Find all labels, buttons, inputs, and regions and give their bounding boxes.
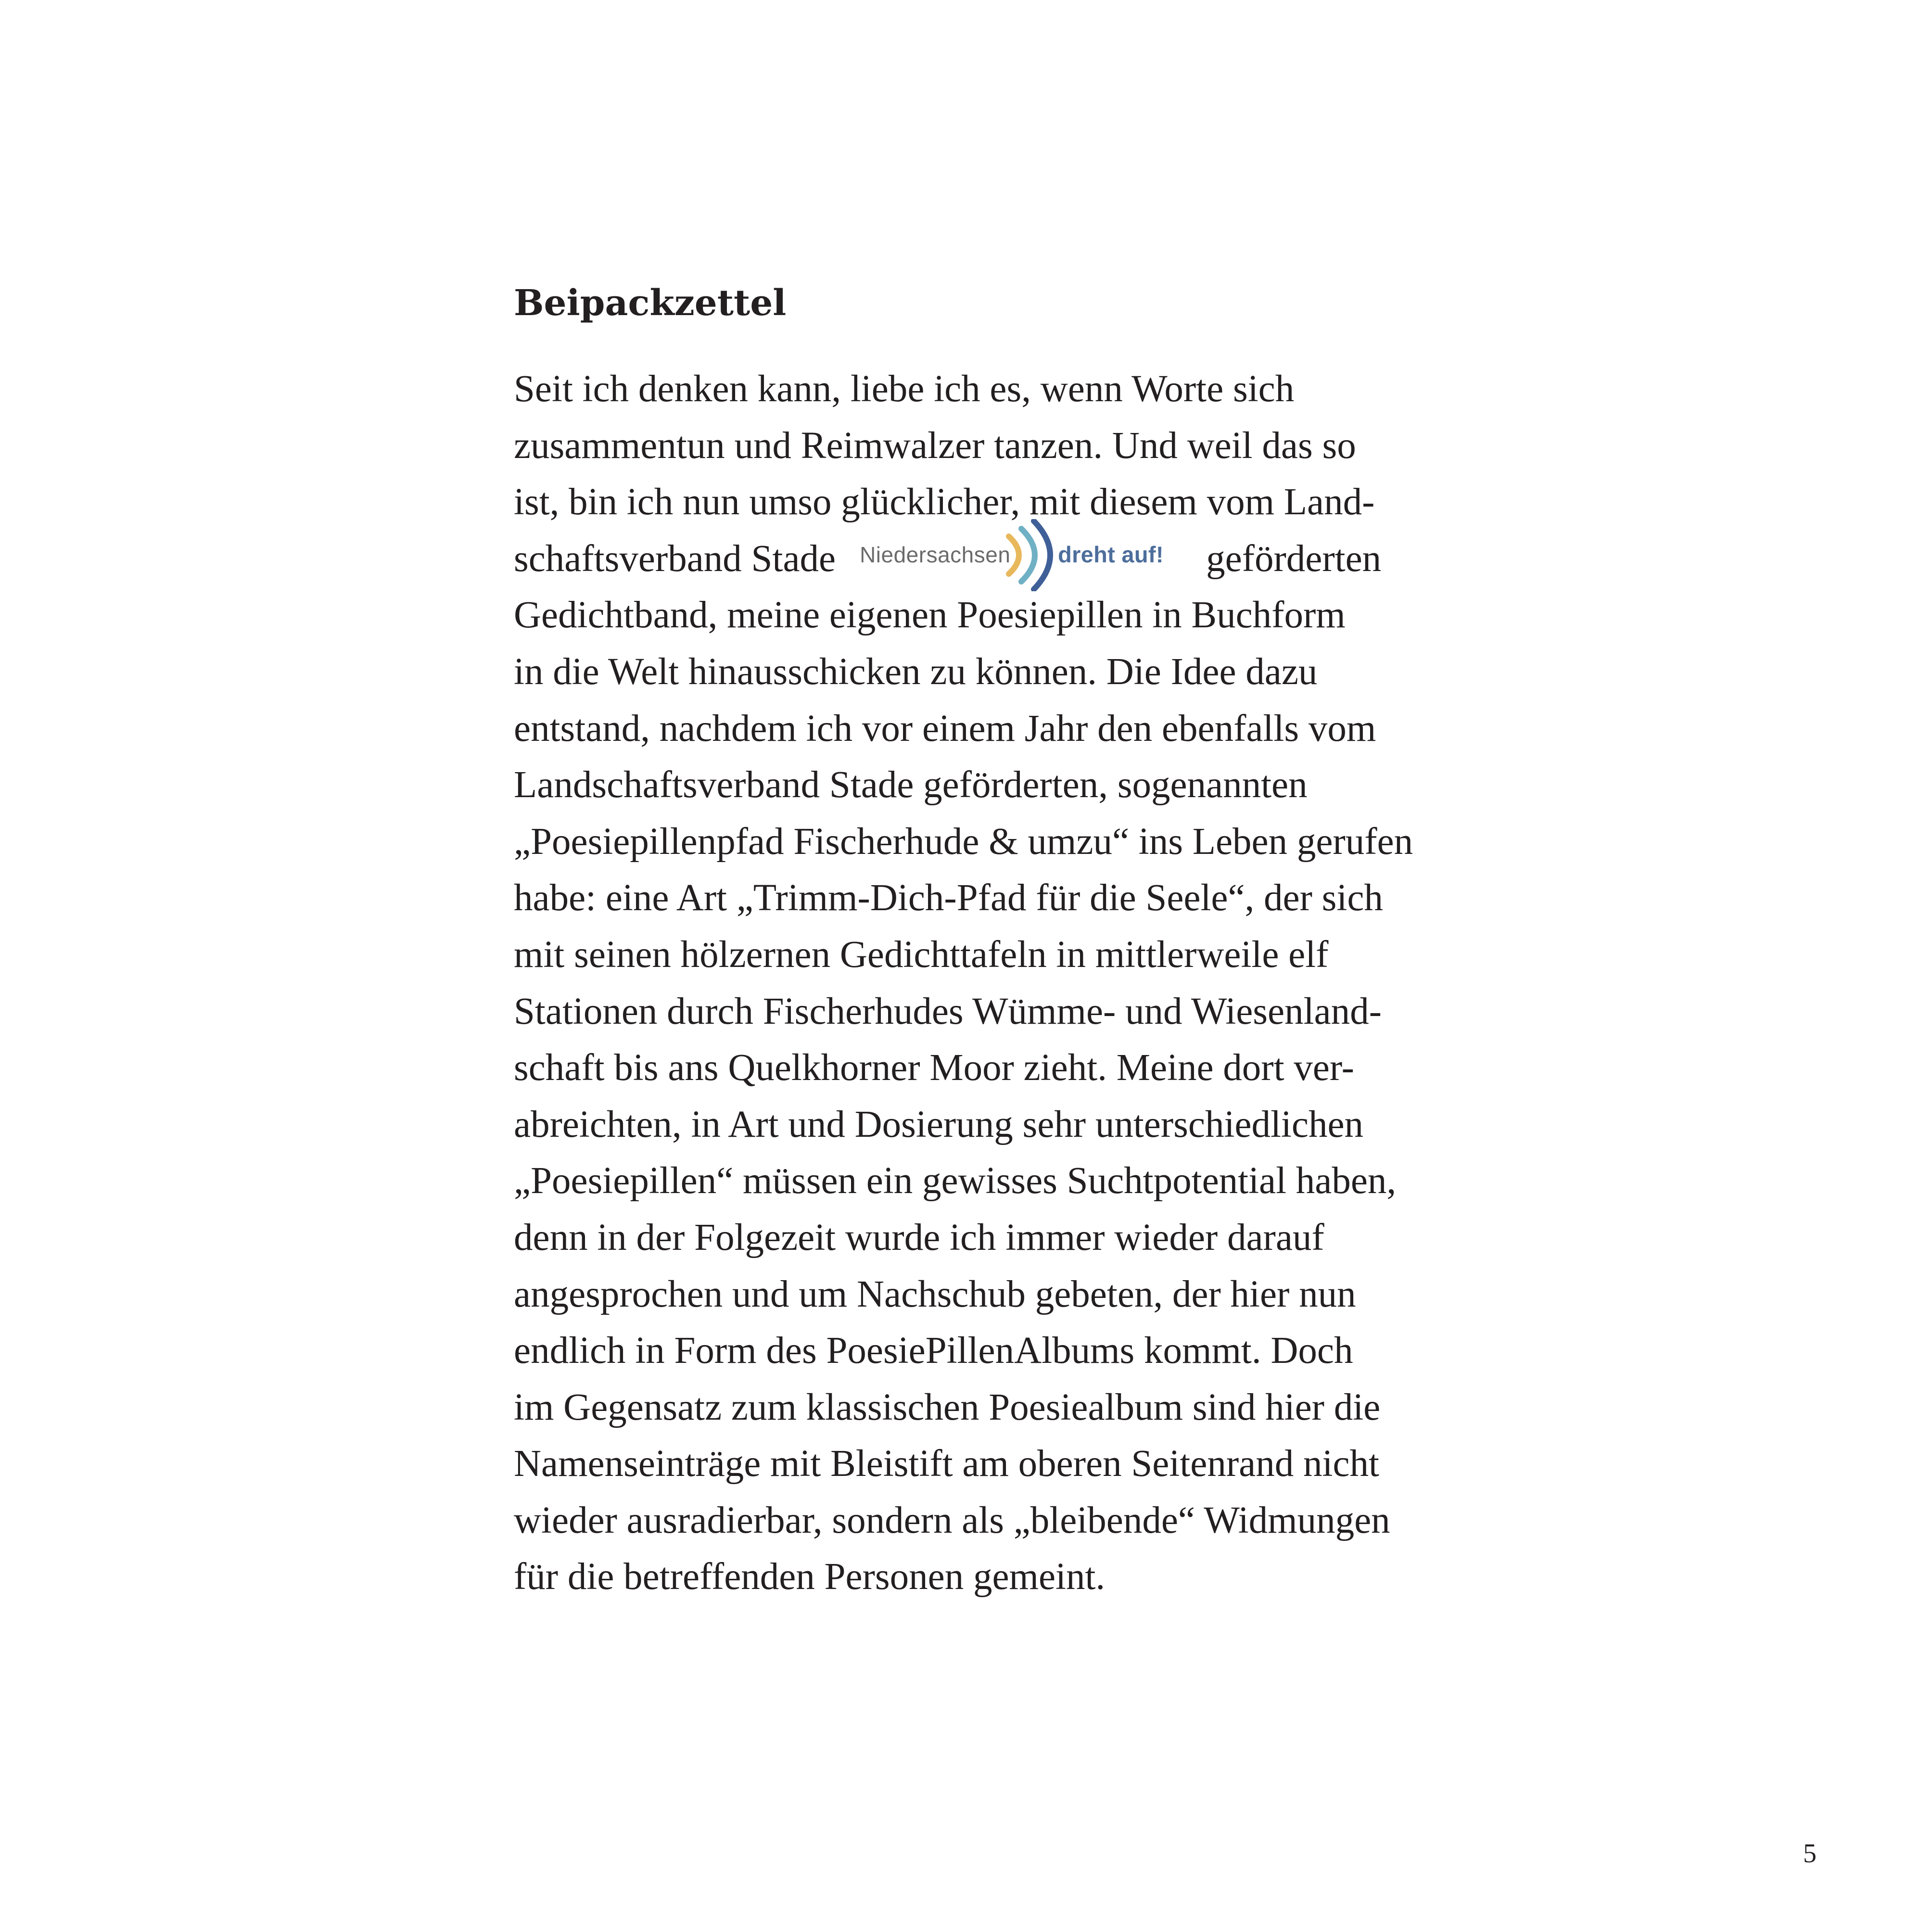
body-line-with-logo	[514, 531, 1476, 587]
page-title: Beipackzettel	[514, 282, 787, 324]
body-line: mit seinen hölzernen Gedichttafeln in mittlerweile elf	[514, 933, 1329, 976]
body-line: Namenseinträge mit Bleistift am oberen Seitenrand nicht	[514, 1443, 1379, 1485]
body-line: Seit ich denken kann, liebe ich es, wenn Worte sich	[514, 368, 1295, 410]
logo-right-text: dreht auf!	[1058, 541, 1164, 567]
body-line: wieder ausradierbar, sondern als „bleibende“ Widmungen	[514, 1499, 1390, 1541]
body-line: zusammentun und Reimwalzer tanzen. Und weil das so	[514, 424, 1356, 467]
body-line: für die betreffenden Personen gemeint.	[514, 1556, 1106, 1598]
body-line: „Poesiepillen“ müssen ein gewisses Suchtpotential haben,	[514, 1160, 1397, 1202]
body-line: Landschaftsverband Stade geförderten, sogenannten	[514, 764, 1308, 806]
logo-left-text: Niedersachsen	[860, 542, 1011, 567]
body-line: angesprochen und um Nachschub gebeten, der hier nun	[514, 1273, 1356, 1315]
body-line: in die Welt hinausschicken zu können. Die Idee dazu	[514, 650, 1318, 693]
body-line: ist, bin ich nun umso glücklicher, mit diesem vom Land-	[514, 481, 1375, 523]
body-line-text-before-logo: schaftsverband Stade	[514, 537, 836, 580]
wave-arc-inner	[1009, 536, 1019, 574]
body-line: entstand, nachdem ich vor einem Jahr den ebenfalls vom	[514, 707, 1376, 750]
body-line: Gedichtband, meine eigenen Poesiepillen in Buchform	[514, 594, 1346, 636]
body-line: habe: eine Art „Trimm-Dich-Pfad für die Seele“, der sich	[514, 877, 1383, 919]
niedersachsen-dreht-auf-logo	[853, 519, 1198, 591]
body-line: Stationen durch Fischerhudes Wümme- und Wiesenland-	[514, 990, 1382, 1032]
body-line-text-after-logo: geförderten	[1206, 537, 1382, 580]
body-line: im Gegensatz zum klassischen Poesiealbum sind hier die	[514, 1386, 1381, 1428]
body-line: denn in der Folgezeit wurde ich immer wieder darauf	[514, 1216, 1324, 1258]
body-paragraph	[514, 361, 1476, 1605]
body-line: endlich in Form des PoesiePillenAlbums kommt. Doch	[514, 1330, 1353, 1372]
sound-waves-icon	[999, 519, 1057, 591]
body-line: schaft bis ans Quelkhorner Moor zieht. Meine dort ver-	[514, 1047, 1354, 1089]
body-line: „Poesiepillenpfad Fischerhude & umzu“ ins Leben gerufen	[514, 820, 1413, 863]
wave-arc-middle	[1021, 529, 1035, 582]
page-number: 5	[1803, 1839, 1817, 1868]
body-line: abreichten, in Art und Dosierung sehr unterschiedlichen	[514, 1103, 1364, 1145]
